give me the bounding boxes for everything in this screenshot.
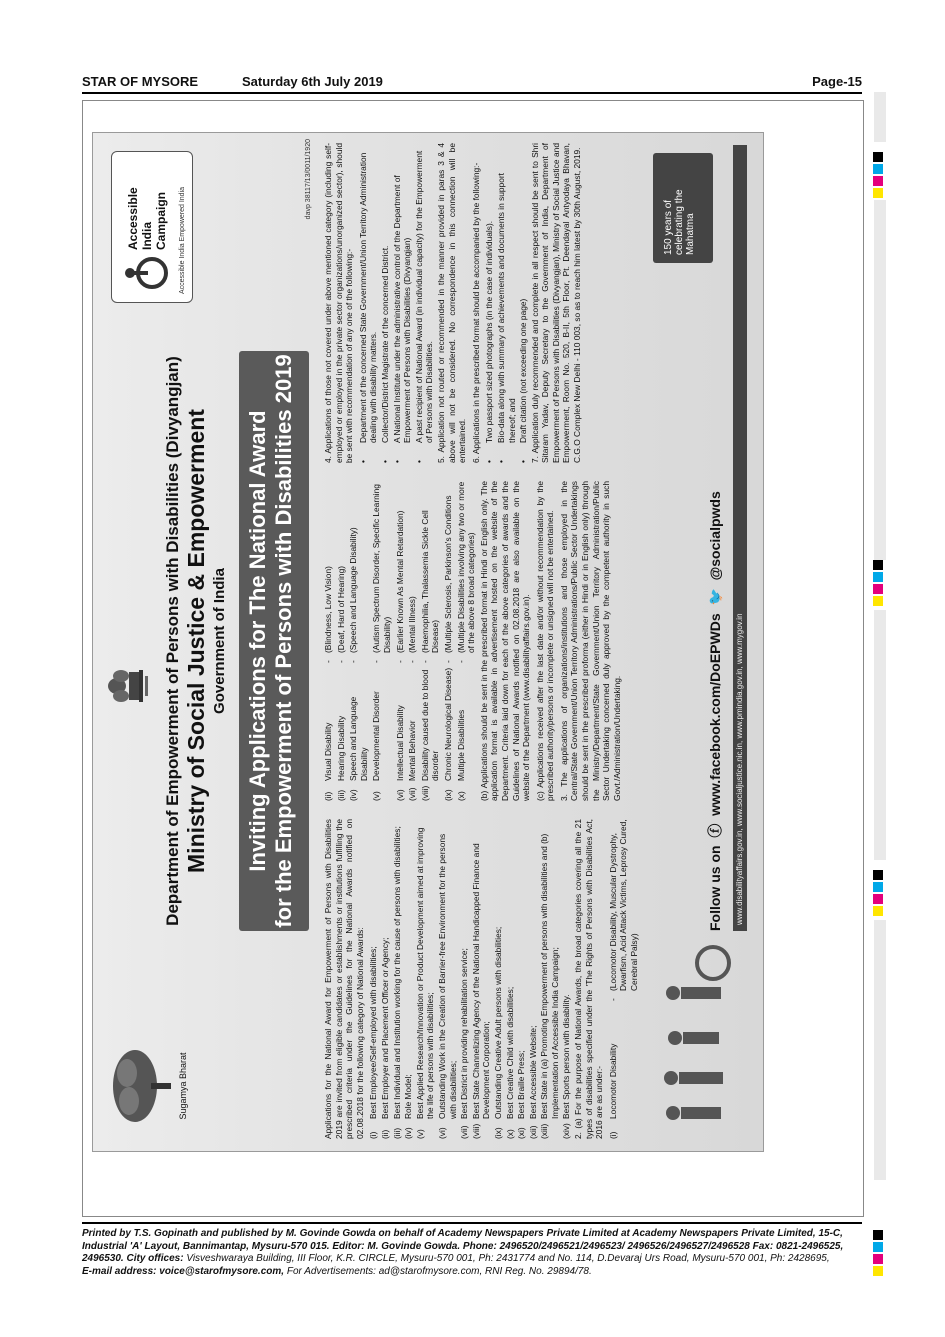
attachment-text: Two passport sized photographs (in the case of individuals).	[484, 220, 495, 443]
disability-detail: (Earlier Known As Mental Retardation)	[394, 510, 405, 653]
recommender-item	[414, 143, 435, 463]
disability-number: (iv)	[348, 789, 359, 801]
disability-row	[443, 481, 454, 801]
disability-name: Visual Disability	[323, 722, 333, 781]
item-text: Best State Channelizing Agency of the National Handicapped Finance and Development Corporation;	[470, 843, 492, 1119]
national-emblem-icon	[105, 666, 151, 706]
item-number: (v)	[414, 1129, 425, 1139]
disability-name: Hearing Disability	[335, 715, 346, 781]
bullet-icon: •	[484, 460, 495, 463]
dash: -	[394, 660, 405, 663]
item-text: Outstanding Work in the Creation of Barrier-free Environment for the persons with disabilities;	[436, 833, 458, 1119]
disability-detail: (Deaf, Hard of Hearing)	[335, 565, 346, 653]
para-2a: 2. (a) For the purpose of National Awards, the broad categories covering all the 21 types of disabilities specified under the 'The Rights of Persons with Disabilities Act, 2016 are as under:-	[573, 819, 605, 1139]
websites-strip: www.disabilityaffairs.gov.in, www.socialjustice.nic.in, www.pmindia.gov.in, www.mygov.in	[733, 145, 747, 931]
twitter-icon: 🐦	[707, 584, 723, 610]
award-category-item	[516, 819, 527, 1139]
accessible-india-title	[126, 187, 168, 250]
item-number: (x)	[504, 1129, 515, 1139]
sugamya-bharat-tag: Sugamya Bharat	[178, 1052, 188, 1120]
imprint-line-4	[82, 1266, 862, 1279]
award-category-item	[459, 819, 470, 1139]
disability-number: (i)	[607, 1131, 618, 1139]
imprint-line-4a: E-mail address: voice@starofmysore.com,	[82, 1265, 285, 1277]
headline-line-1: Inviting Applications for The National Award	[245, 410, 270, 872]
item-text: Best Employee/Self-employed with disabilities;	[368, 946, 379, 1119]
disability-detail: (Speech and Language Disability)	[348, 527, 359, 653]
accessible-india-logo	[111, 151, 193, 303]
recommender-item	[392, 143, 413, 463]
item-number: (xiii)	[539, 1123, 550, 1139]
attachment-item	[496, 143, 517, 463]
para-5: 5. Application not routed or recommended in the manner provided in paras 3 & 4 above will not be considered. No correspondence in this connection will be entertained.	[435, 143, 468, 463]
bullet-icon: •	[413, 460, 424, 463]
imprint-line-2: Industrial 'A' Layout, Bannimantap, Mysuru-570 015. Editor: M. Govinde Gowda. Phone: 2496520/2496521/2496523/ 2496526/2496527/2496528 Fax: 0821-2496525,	[82, 1240, 844, 1252]
recommender-text: A National Institute under the administrative control of the Department of Empowerment of Persons with Disabilities (Divyangjan)	[391, 175, 413, 443]
disability-row	[407, 481, 418, 801]
color-bar	[873, 560, 883, 570]
imprint-block	[82, 1222, 862, 1278]
disability-number: (vi)	[394, 789, 405, 801]
people-figures-icon	[653, 943, 753, 1133]
advertisement-wrapper	[92, 132, 764, 1152]
recommender-item	[380, 143, 391, 463]
attachment-list	[484, 143, 528, 463]
department-name: Department of Empowerment of Persons with Disabilities (Divyangjan)	[163, 356, 182, 926]
item-number: (vii)	[459, 1125, 470, 1139]
award-category-item	[368, 819, 379, 1139]
disability-name: Disability caused due to blood disorder	[419, 669, 441, 781]
award-category-item	[437, 819, 458, 1139]
government-name: Government of India	[211, 568, 228, 714]
award-category-item	[528, 819, 539, 1139]
award-category-item	[380, 819, 391, 1139]
disability-detail: (Haemophilia, Thalassemia Sickle Cell Disease)	[419, 510, 441, 653]
disability-name: Mental Behavior	[407, 720, 418, 781]
item-text: Best Applied Research/Innovation or Product Development aimed at improving the life of persons with disabilities;	[414, 827, 436, 1119]
dash: -	[371, 660, 382, 663]
disability-row	[420, 481, 441, 801]
imprint-line-3b: Visveshwaraya Building, III Floor, K.R. CIRCLE, Mysuru-570 001, Ph: 2431774 and No. 114, D.Devaraj Urs Road, Mysuru-570 001, Ph: 2428695,	[183, 1253, 830, 1264]
award-category-item	[403, 819, 414, 1139]
accessible-india-subtitle: Accessible India Empowered India	[179, 186, 186, 294]
headline-line-2: for the Empowerment of Persons with Disabilities 2019	[271, 354, 296, 928]
gandhi-150-logo	[653, 153, 713, 263]
accessible-person-icon	[124, 254, 168, 292]
award-category-item	[561, 819, 572, 1139]
para-7: 7. Application duly recommended and complete in all respect should be sent to Shri Sitaram Yadav, Deputy Secretary to the Government of India, Department of Empowerment of Persons with Disabilities (Divyangjan), Ministry of Social Justice and Empowerment, Room No. 520, B-II, 5th Floor, Pt. Deendayal Antyodaya Bhavan, C.G.O Complex New Delhi - 110 003, so as to reach him latest by 30th August, 2019.	[529, 143, 583, 463]
recommender-text: Collector/District Magistrate of the concerned District.	[379, 245, 390, 443]
page-number: Page-15	[812, 74, 862, 89]
facebook-icon: ⓕ	[707, 819, 723, 842]
bullet-icon: •	[495, 460, 506, 463]
twitter-handle[interactable]: @socialpwds	[707, 491, 723, 581]
award-category-item	[539, 819, 560, 1139]
disability-detail: (Multiple Sclerosis, Parkinson's Conditions	[442, 495, 453, 653]
india-word: India	[140, 221, 154, 250]
recommender-text: Department of the concerned State Government/Union Territory Administration dealing with disability matters.	[357, 152, 379, 443]
recommender-text: A past recipient of National Award (in individual capacity) for the Empowerment of Persons with Disabilities.	[413, 150, 435, 443]
disability-number: (x)	[455, 791, 466, 801]
imprint-line-3	[82, 1253, 862, 1266]
award-category-item	[471, 819, 492, 1139]
para-c: (c) Applications received after the last date and/or without recommendation by the prescribed authority/persons or incomplete or unsigned will not be entertained.	[534, 481, 556, 801]
ad-header	[93, 132, 313, 1151]
imprint-line-1: Printed by T.S. Gopinath and published by M. Govinde Gowda on behalf of Academy Newspapers Private Limited at Academy Newspapers Private Limited, 15-C,	[82, 1228, 843, 1239]
item-text: Best Employer and Placement Officer or Agency;	[379, 937, 390, 1119]
disability-name: Developmental Disorder	[371, 691, 382, 781]
accessible-word: Accessible	[126, 187, 140, 250]
item-number: (viii)	[470, 1123, 481, 1139]
dash: -	[335, 660, 346, 663]
item-text: Role Model;	[403, 1074, 414, 1119]
headline-banner	[239, 351, 309, 931]
campaign-word: Campaign	[154, 191, 168, 250]
disability-row	[323, 481, 334, 801]
item-number: (vi)	[436, 1127, 447, 1139]
disability-number: (vii)	[407, 787, 418, 801]
disability-list-part-1	[608, 819, 640, 1139]
item-number: (ii)	[379, 1129, 390, 1139]
issue-date: Saturday 6th July 2019	[242, 74, 383, 89]
award-category-item	[493, 819, 504, 1139]
disability-name: Multiple Disabilities	[455, 709, 466, 781]
dash: -	[419, 660, 430, 663]
recommender-item	[358, 143, 379, 463]
bullet-icon: •	[391, 460, 402, 463]
bullet-icon: •	[518, 460, 529, 463]
bullet-icon: •	[357, 460, 368, 463]
disability-name: Locomotor Disability	[607, 1043, 618, 1119]
dash: -	[348, 660, 359, 663]
social-follow-bar	[705, 371, 729, 931]
imprint-line-3a: 2496530. City offices:	[82, 1253, 184, 1264]
recommender-list	[358, 143, 435, 463]
intro-paragraph: Applications for the National Award for Empowerment of Persons with Disabilities 2019 are invited from eligible candidates or establishments or institutions fulfilling the prescribed criteria under the Guidelines for the National Awards notified on 02.08.2018 for the following category of National Awards:	[323, 819, 365, 1139]
anniversary-text: 150 years of celebrating the Mahatma	[663, 189, 696, 255]
disability-row	[336, 481, 347, 801]
disability-detail: (Locomotor Disability, Muscular Dystrophy, Dwarfism, Acid Attack Victims, Leprosy Cured, Cerebral Palsy)	[607, 819, 640, 991]
column-2	[323, 481, 713, 801]
ministry-name: Ministry of Social Justice & Empowerment	[183, 409, 209, 873]
color-bar	[873, 152, 883, 162]
bullet-icon: •	[379, 460, 390, 463]
dash: -	[607, 998, 618, 1001]
facebook-link[interactable]: www.facebook.com/DoEPWDs	[707, 613, 723, 816]
disability-detail: (Autism Spectrum Disorder, Specific Learning Disability)	[371, 484, 392, 653]
award-category-item	[505, 819, 516, 1139]
color-bar	[873, 870, 883, 880]
item-text: Best Sports person with disability.	[561, 994, 572, 1119]
disability-number: (viii)	[419, 785, 430, 801]
para-6: 6. Applications in the prescribed format should be accompanied by the following:-	[470, 162, 481, 463]
davp-code: davp 38117/13/0011/1920	[305, 139, 312, 220]
award-category-item	[415, 819, 436, 1139]
item-number: (iii)	[391, 1127, 402, 1139]
item-text: Best Creative Child with disabilities;	[504, 986, 515, 1119]
item-number: (ix)	[492, 1127, 503, 1139]
color-bar	[873, 1230, 883, 1240]
paper-name: STAR OF MYSORE	[82, 74, 199, 89]
disability-row	[608, 819, 640, 1139]
disability-list-part-2	[323, 481, 477, 801]
disability-name: Intellectual Disability	[394, 705, 405, 781]
attachment-item	[518, 143, 529, 463]
disability-name: Chronic Neurological Disease)	[442, 667, 453, 781]
imprint-line-4b: For Advertisements: ad@starofmysore.com, RNI Reg. No. 29894/78.	[284, 1265, 592, 1277]
advertisement-rotated	[92, 132, 764, 1152]
item-text: Best Individual and Institution working for the cause of persons with disabilities;	[391, 826, 402, 1119]
award-category-list	[368, 819, 572, 1139]
disability-number: (v)	[371, 791, 382, 801]
disability-row	[456, 481, 477, 801]
disability-detail: (Mental Illness)	[407, 596, 418, 653]
para-b: (b) Applications should be sent in the prescribed format in Hindi or English only. The application format is available in advertisement hosted on the website of the Department. Criteria laid down for each of the above categories of awards and the Guidelines of National Awards notified on 02.08.2018 are also available on the website of the Department (www.disabilityaffairs.gov.in).	[478, 481, 532, 801]
disability-number: (iii)	[335, 789, 346, 801]
disability-detail: (Blindness, Low Vision)	[323, 566, 333, 653]
disability-row	[371, 481, 392, 801]
item-number: (i)	[368, 1131, 379, 1139]
attachment-item	[484, 143, 495, 463]
dash: -	[323, 660, 333, 663]
item-number: (xiv)	[561, 1123, 572, 1139]
disability-detail: (Multiple Disabilities involving any two or more of the above 8 broad categories)	[455, 481, 477, 653]
disability-number: (ii)	[323, 791, 333, 801]
masthead	[82, 72, 862, 94]
item-text: Best State in (a) Promoting Empowerment of persons with disabilities and (b) Implementation of Accessible India Campaign;	[539, 833, 560, 1119]
attachment-text: Draft citation (not exceeding one page)	[518, 298, 529, 443]
dash: -	[442, 660, 453, 663]
item-number: (xii)	[527, 1125, 538, 1139]
item-number: (xi)	[516, 1127, 527, 1139]
para-3: 3. The applications of organizations/institutions and those employed in the Central/State Government/Union Territory Administrations/Public Sector Undertakings should be sent in the prescribed proforma (either in Hindi or in English only) through the Ministry/Department/State Government/Union Territory Administration/Public Sector Undertaking concerned duly approved by the competent authority in such Govt./Administration/Undertaking.	[558, 481, 622, 801]
item-text: Best Accessible Website;	[527, 1025, 538, 1119]
disability-row	[395, 481, 406, 801]
registration-marks	[873, 90, 887, 1320]
item-text: Best District in providing rehabilitation service;	[459, 948, 470, 1119]
dash: -	[455, 660, 466, 663]
disability-row	[348, 481, 369, 801]
item-text: Best Braille Press;	[516, 1050, 527, 1119]
disability-number: (ix)	[442, 789, 453, 801]
disability-name: Speech and Language Disability	[348, 696, 369, 781]
item-number: (iv)	[403, 1127, 414, 1139]
dash: -	[407, 660, 418, 663]
award-category-item	[392, 819, 403, 1139]
attachment-text: Bio-data along with summary of achievements and documents in support thereof; and	[495, 172, 517, 443]
item-text: Outstanding Creative Adult persons with disabilities;	[492, 926, 503, 1119]
follow-label: Follow us on	[707, 845, 723, 931]
para-4: 4. Applications of those not covered under above mentioned category (including self-employed or employed in the private sector organizations/unorganized sector), should be sent with recommendation of any one of the following:-	[323, 143, 355, 463]
